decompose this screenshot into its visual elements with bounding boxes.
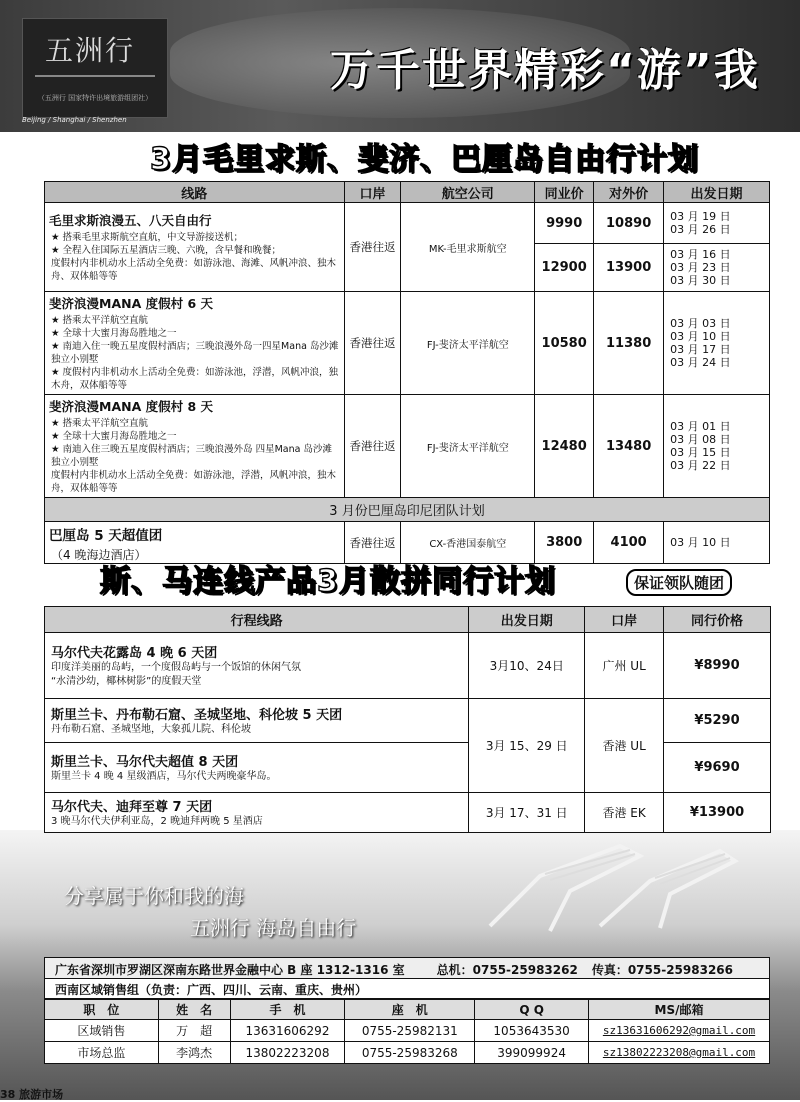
- promo-line-1: 分享属于你和我的海: [64, 884, 244, 908]
- address: 广东省深圳市罗湖区深南东路世界金融中心 B 座 1312-1316 室: [55, 963, 405, 977]
- promo-line-2: 五洲行 海岛自由行: [190, 916, 357, 940]
- route-cell: 毛里求斯浪漫五、八天自由行 ★ 搭乘毛里求斯航空直航，中文导游接送机； ★ 全程入住国际五星酒店三晚、六晚，含早餐和晚餐； 度假村内非机动水上活动全免费：如游泳池、海滩、风帆冲浪、独木舟、双体船等等: [45, 203, 345, 292]
- logo-name: 五洲行: [45, 34, 136, 67]
- section1-title: 3月毛里求斯、斐济、巴厘岛自由行计划: [150, 142, 699, 177]
- table-row: 市场总监 李鸿杰 13802223208 0755-25983268 399099924 sz13802223208@gmail.com: [45, 1042, 770, 1064]
- table-row: 区域销售 万 超 13631606292 0755-25982131 1053643530 sz13631606292@gmail.com: [45, 1020, 770, 1042]
- route-cell: 斐济浪漫MANA 度假村 8 天 ★ 搭乘太平洋航空直航 ★ 全球十大蜜月海岛胜地之一 ★ 南迪入住三晚五星度假村酒店；三晚浪漫外岛 四星Mana 岛沙滩独立小别墅 度假村内非机动水上活动全免费：如游泳池，浮潜，风帆冲浪，独木舟，双体船等等: [45, 395, 345, 498]
- logo-tagline: （五洲行 国家特许出境旅游组团社）: [37, 94, 153, 102]
- region-label: 西南区域销售组（负责：广西、四川、云南、重庆、贵州）: [44, 979, 770, 999]
- logo-cities: Beijing / Shanghai / Shenzhen: [22, 116, 127, 124]
- table-row: 斯里兰卡、马尔代夫超值 8 天团 斯里兰卡 4 晚 4 星级酒店，马尔代夫两晚豪华岛。 ¥9690: [45, 743, 771, 793]
- table-header: 职 位 姓 名 手 机 座 机 Q Q MS/邮箱: [45, 1000, 770, 1020]
- table-row: 巴厘岛 5 天超值团 （4 晚海边酒店） 香港往返 CX-香港国泰航空 3800 4100 03 月 10 日: [45, 522, 770, 564]
- table-header: 行程线路 出发日期 口岸 同行价格: [45, 607, 771, 633]
- address-bar: [44, 957, 770, 979]
- guarantee-badge: 保证领队随团: [626, 569, 732, 596]
- route-title: 毛里求斯浪漫五、八天自由行: [49, 213, 212, 228]
- table-row: 12900 13900 03 月 16 日 03 月 23 日 03 月 30 日: [45, 244, 770, 292]
- email-link[interactable]: sz13802223208@gmail.com: [589, 1042, 770, 1064]
- header-banner: [0, 0, 800, 132]
- table-row: 斐济浪漫MANA 度假村 8 天 ★ 搭乘太平洋航空直航 ★ 全球十大蜜月海岛胜地之一 ★ 南迪入住三晚五星度假村酒店；三晚浪漫外岛 四星Mana 岛沙滩独立小别墅 度假村内非机动水上活动全免费：如游泳池，浮潜，风帆冲浪，独木舟，双体船等等 香港往返 FJ-斐济太平洋航空 12480 13480 03 月 01 日 03 月 08 日 03 月 15 日 03 月 22 日: [45, 395, 770, 498]
- fax: 传真：0755-25983266: [591, 963, 734, 977]
- island-plan-table: [44, 181, 770, 564]
- page-footer: 38 旅游市场: [0, 1088, 64, 1101]
- table-row: 马尔代夫、迪拜至尊 7 天团 3 晚马尔代夫伊利亚岛，2 晚迪拜两晚 5 星酒店 3月 17、31 日 香港 EK ¥13900: [45, 793, 771, 833]
- contact-table: [44, 999, 770, 1064]
- table-row: 斐济浪漫MANA 度假村 6 天 ★ 搭乘太平洋航空直航 ★ 全球十大蜜月海岛胜地之一 ★ 南迪入住一晚五星度假村酒店；三晚浪漫外岛一四星Mana 岛沙滩独立小别墅 ★ 度假村内非机动水上活动全免费：如游泳池，浮潜，风帆冲浪，独木舟，双体船等等 香港往返 FJ-斐济太平洋航空 10580 11380 03 月 03 日 03 月 10 日 03 月 17 日 03 月 24 日: [45, 292, 770, 395]
- table-row: 马尔代夫花露岛 4 晚 6 天团 印度洋美丽的岛屿，一个度假岛屿与一个饭馆的休闲气氛 “水清沙幼，椰林树影”的度假天堂 3月10、24日 广州 UL ¥8990: [45, 633, 771, 699]
- main-phone: 总机：0755-25983262: [436, 963, 578, 977]
- package-table: [44, 606, 771, 833]
- email-link[interactable]: sz13631606292@gmail.com: [589, 1020, 770, 1042]
- table-header: 线路 口岸 航空公司 同业价 对外价 出发日期: [45, 182, 770, 203]
- section2-title: 斯、马连线产品3月散拼同行计划: [100, 564, 556, 599]
- banner-slogan: 万千世界精彩“游”我: [330, 45, 760, 96]
- logo: [22, 18, 168, 118]
- table-row: 毛里求斯浪漫五、八天自由行 ★ 搭乘毛里求斯航空直航，中文导游接送机； ★ 全程入住国际五星酒店三晚、六晚，含早餐和晚餐； 度假村内非机动水上活动全免费：如游泳池、海滩、风帆冲浪、独木舟、双体船等等 香港往返 MK-毛里求斯航空 9990 10890 03 月 19 日 03 月 26 日: [45, 203, 770, 244]
- route-cell: 斐济浪漫MANA 度假村 6 天 ★ 搭乘太平洋航空直航 ★ 全球十大蜜月海岛胜地之一 ★ 南迪入住一晚五星度假村酒店；三晚浪漫外岛一四星Mana 岛沙滩独立小别墅 ★ 度假村内非机动水上活动全免费：如游泳池，浮潜，风帆冲浪，独木舟，双体船等等: [45, 292, 345, 395]
- table-row: 斯里兰卡、丹布勒石窟、圣城坚地、科伦坡 5 天团 丹布勒石窟、圣城坚地，大象孤儿院、科伦坡 3月 15、29 日 香港 UL ¥5290: [45, 699, 771, 743]
- beach-chairs-image: [470, 836, 760, 936]
- bali-section-header: 3 月份巴厘岛印尼团队计划: [45, 498, 770, 522]
